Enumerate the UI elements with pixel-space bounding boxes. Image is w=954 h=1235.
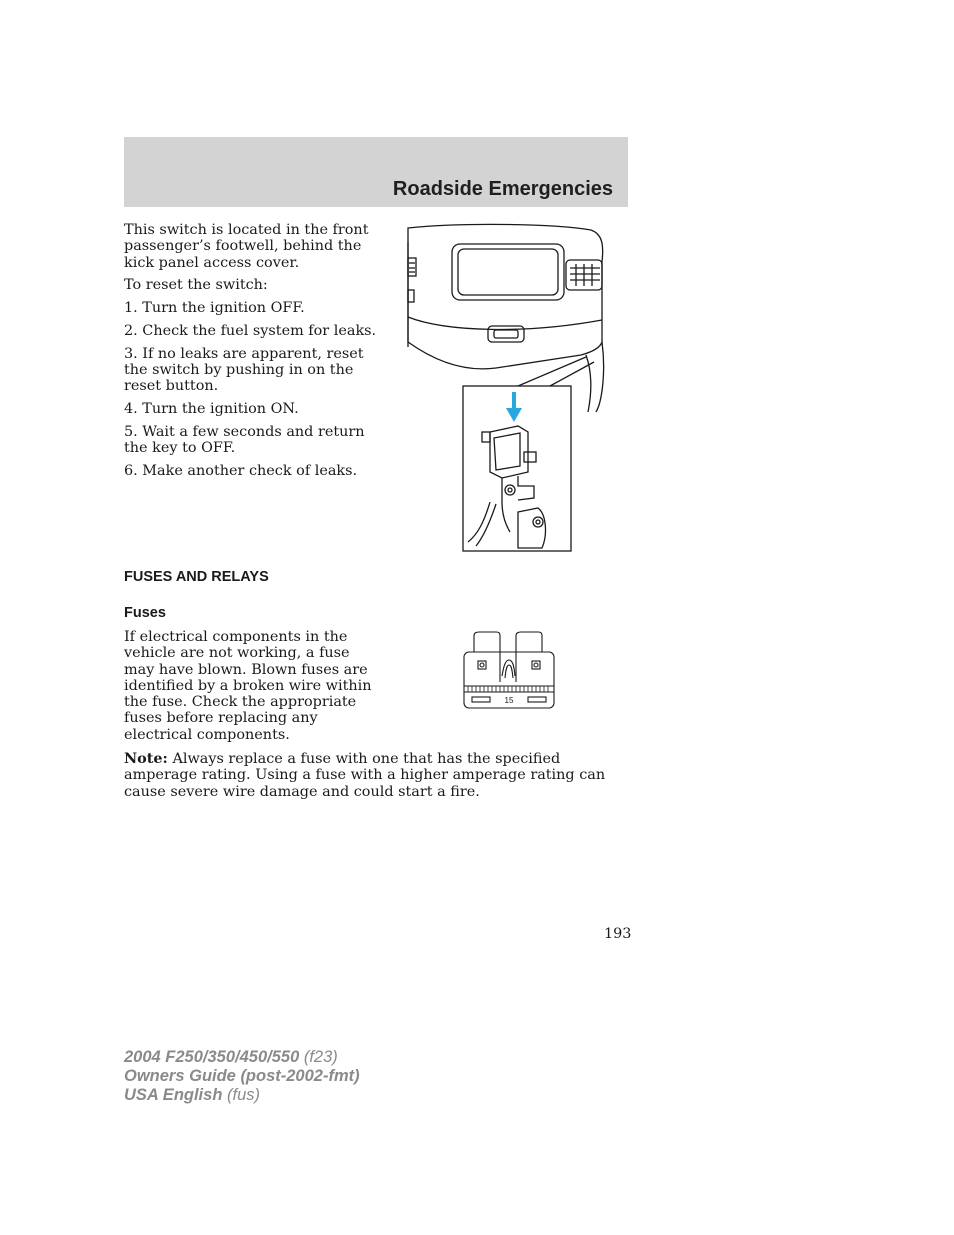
fuses-and-relays-heading: FUSES AND RELAYS <box>124 569 269 585</box>
footer-language: USA English <box>124 1086 223 1104</box>
reset-label: To reset the switch: <box>124 277 268 294</box>
footer-model: 2004 F250/350/450/550 <box>124 1048 300 1066</box>
footer-language-code: (fus) <box>222 1086 260 1104</box>
fuse-illustration <box>462 630 556 712</box>
page-number: 193 <box>604 926 632 942</box>
section-header-band <box>124 137 628 207</box>
note-label: Note: <box>124 750 168 767</box>
inertia-switch-illustration <box>406 222 606 554</box>
reset-step-2: 2. Check the fuel system for leaks. <box>124 322 377 339</box>
reset-step-1: 1. Turn the ignition OFF. <box>124 300 305 317</box>
reset-step-3: 3. If no leaks are apparent, reset the switch by pushing in on the reset button. <box>124 345 364 395</box>
footer-line-2: Owners Guide (post-2002-fmt) <box>124 1067 360 1085</box>
switch-location-text: This switch is located in the front passenger’s footwell, behind the kick panel access cover. <box>124 222 369 271</box>
reset-step-6: 6. Make another check of leaks. <box>124 463 358 480</box>
section-title: Roadside Emergencies <box>392 178 613 200</box>
footer-line-1 <box>124 1048 360 1067</box>
fuse-rating-label: 15 <box>504 696 514 705</box>
footer-model-code: (f23) <box>299 1048 338 1066</box>
note-text: Always replace a fuse with one that has the specified amperage rating. Using a fuse with a higher amperage rating can cause severe wire damage and could start a fire. <box>124 751 606 800</box>
reset-step-5: 5. Wait a few seconds and return the key to OFF. <box>124 423 365 457</box>
amperage-note <box>124 751 628 800</box>
footer-line-3 <box>124 1086 360 1105</box>
document-footer <box>124 1048 360 1105</box>
fuses-subheading: Fuses <box>124 605 166 621</box>
switch-instructions <box>124 222 386 486</box>
fuses-paragraph: If electrical components in the vehicle are not working, a fuse may have blown. Blown fuses are identified by a broken wire within the fuse. Check the appropriate fuses before replacing any electrical components. <box>124 629 372 743</box>
reset-step-4: 4. Turn the ignition ON. <box>124 401 299 418</box>
